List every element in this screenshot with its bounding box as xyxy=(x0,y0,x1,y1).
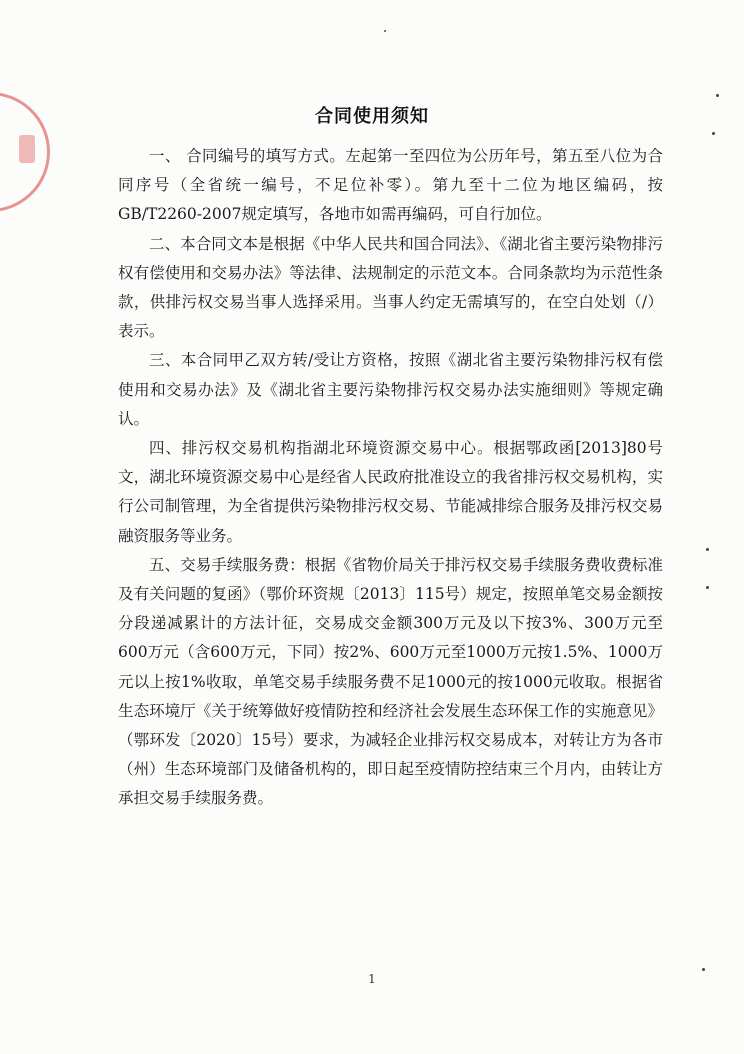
scan-speck xyxy=(712,132,715,135)
paragraph-1: 一、 合同编号的填写方式。左起第一至四位为公历年号，第五至八位为合同序号（全省统一编号，不足位补零）。第九至十二位为地区编码，按GB/T2260-2007规定填写，各地市如需再编码，可自行加位。 xyxy=(118,147,663,224)
scan-speck xyxy=(706,548,709,551)
page-number: 1 xyxy=(368,972,376,986)
scan-speck xyxy=(706,586,709,589)
document-body xyxy=(118,142,663,814)
paragraph-2: 二、本合同文本是根据《中华人民共和国合同法》、《湖北省主要污染物排污权有偿使用和交易办法》等法律、法规制定的示范文本。合同条款均为示范性条款，供排污权交易当事人选择采用。当事人约定无需填写的，在空白处划（/）表示。 xyxy=(118,234,663,341)
paragraph-4: 四、排污权交易机构指湖北环境资源交易中心。根据鄂政函[2013]80号文，湖北环境资源交易中心是经省人民政府批准设立的我省排污权交易机构，实行公司制管理，为全省提供污染物排污权交易、节能减排综合服务及排污权交易融资服务等业务。 xyxy=(118,439,663,545)
scan-speck xyxy=(384,30,386,32)
paragraph-5: 五、交易手续服务费：根据《省物价局关于排污权交易手续服务费收费标准及有关问题的复函》（鄂价环资规〔2013〕115号）规定，按照单笔交易金额按分段递减累计的方法计征，交易成交金额300万元及以下按3%、300万元至600万元（含600万元，下同）按2%、600万元至1000万元按1.5%、1000万元以上按1%收取，单笔交易手续服务费不足1000元的按1000元收取。根据省生态环境厅《关于统筹做好疫情防控和经济社会发展生态环保工作的实施意见》（鄂环发〔2020〕15号）要求，为减轻企业排污权交易成本，对转让方为各市（州）生态环境部门及储备机构的，即日起至疫情防控结束三个月内，由转让方承担交易手续服务费。 xyxy=(118,555,663,808)
page-title: 合同使用须知 xyxy=(315,106,429,127)
seal-mark xyxy=(19,135,35,163)
paragraph-3: 三、本合同甲乙双方转/受让方资格，按照《湖北省主要污染物排污权有偿使用和交易办法》及《湖北省主要污染物排污权交易办法实施细则》等规定确认。 xyxy=(118,351,663,428)
scan-speck xyxy=(716,94,719,97)
scan-speck xyxy=(702,968,705,971)
